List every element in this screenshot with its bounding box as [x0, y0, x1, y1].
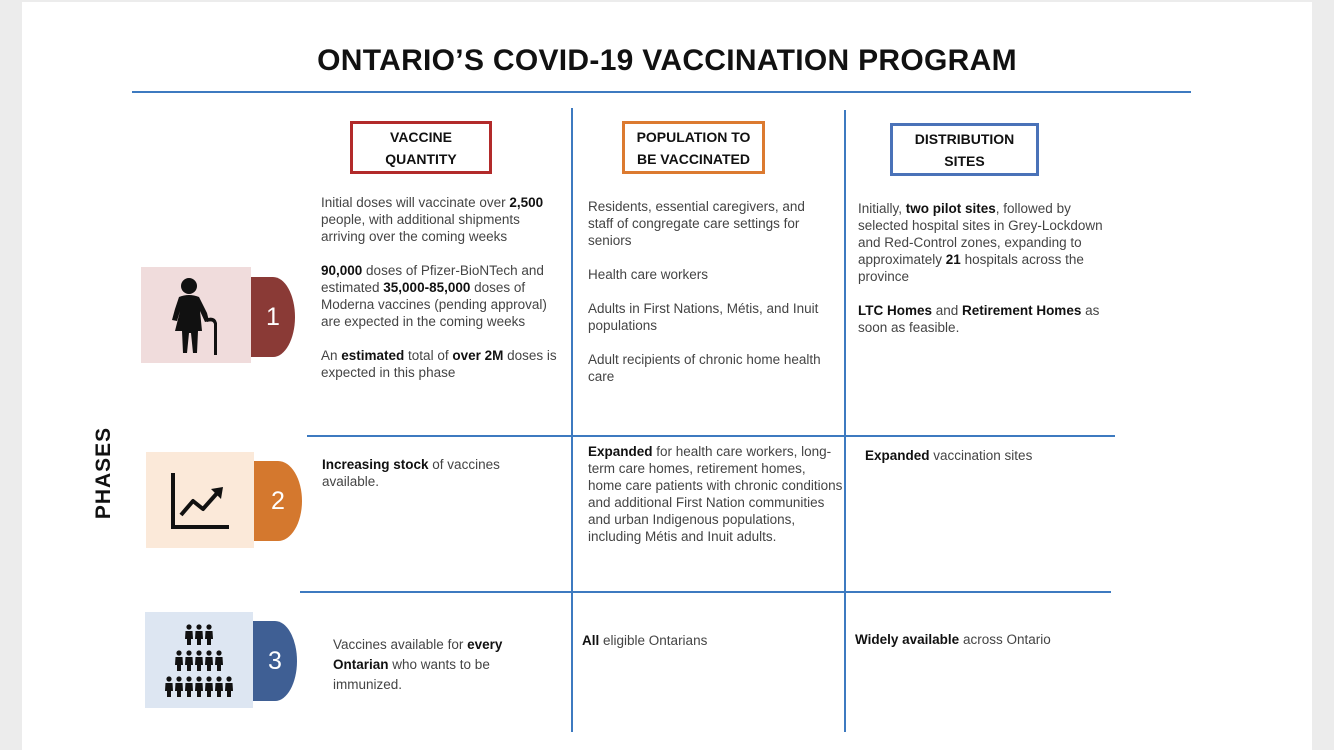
phase-3-distribution-cell — [855, 631, 1110, 648]
cell-paragraph: Expanded for health care workers, long-term care homes, retirement homes, home care patients with chronic conditions and additional First Nation communities and urban Indigenous populations, including Métis and Inuit adults. — [588, 444, 843, 544]
cell-paragraph: All eligible Ontarians — [582, 633, 708, 648]
person-figure — [185, 650, 193, 671]
cell-paragraph: Vaccines available for every Ontarian who wants to be immunized. — [333, 637, 503, 692]
person-figure — [175, 676, 183, 697]
phase-2-distribution-cell — [865, 447, 1105, 464]
phase-3-number: 3 — [268, 646, 282, 675]
growth-chart-icon — [169, 469, 231, 531]
cell-paragraph: Health care workers — [588, 267, 709, 282]
phase-1-icon-box — [141, 267, 251, 363]
column-divider-2 — [844, 110, 846, 732]
person-figure — [165, 676, 173, 697]
phase-1-number-badge — [251, 277, 295, 357]
header-population: POPULATION TO BE VACCINATED — [622, 121, 765, 174]
phase-3-vaccine-cell — [333, 635, 543, 695]
elderly-person-icon — [169, 275, 223, 355]
phase-3-number-badge — [253, 621, 297, 701]
cell-paragraph: An estimated total of over 2M doses is expected in this phase — [321, 348, 557, 380]
cell-paragraph: Increasing stock of vaccines available. — [322, 457, 500, 489]
cell-paragraph: Residents, essential caregivers, and staff of congregate care settings for seniors — [588, 199, 805, 248]
title-rule — [132, 91, 1191, 93]
phase-2-vaccine-cell — [322, 456, 542, 490]
cell-paragraph: Initial doses will vaccinate over 2,500 people, with additional shipments arriving over the coming weeks — [321, 195, 544, 244]
cell-paragraph: Adults in First Nations, Métis, and Inuit populations — [588, 301, 819, 333]
cell-paragraph: 90,000 doses of Pfizer-BioNTech and estimated 35,000-85,000 doses of Moderna vaccines (pending approval) are expected in the coming weeks — [321, 263, 547, 329]
page-title: ONTARIO’S COVID-19 VACCINATION PROGRAM — [317, 44, 1017, 77]
phase-1-distribution-cell — [858, 200, 1108, 336]
person-figure — [215, 650, 223, 671]
person-figure — [215, 676, 223, 697]
phase-3-population-cell — [582, 632, 837, 649]
person-figure — [225, 676, 233, 697]
phase-1-vaccine-cell — [321, 194, 561, 381]
phase-2-population-cell — [588, 443, 843, 545]
cell-paragraph: Initially, two pilot sites, followed by selected hospital sites in Grey-Lockdown and Red-Control zones, expanding to approximately 21 hospitals across the province — [858, 201, 1103, 284]
row-divider-2 — [300, 591, 1111, 593]
person-figure — [185, 676, 193, 697]
column-divider-1 — [571, 108, 573, 732]
person-figure — [195, 624, 203, 645]
cell-paragraph: Expanded vaccination sites — [865, 448, 1033, 463]
person-figure — [195, 676, 203, 697]
phase-2-number-badge — [254, 461, 302, 541]
phases-label: PHASES — [92, 426, 115, 520]
header-distribution-sites: DISTRIBUTION SITES — [890, 123, 1039, 176]
phase-1-number: 1 — [266, 302, 280, 331]
header-vaccine-quantity: VACCINE QUANTITY — [350, 121, 492, 174]
population-crowd-icon — [163, 620, 235, 700]
person-figure — [185, 624, 193, 645]
cell-paragraph: Widely available across Ontario — [855, 632, 1051, 647]
phase-2-icon-box — [146, 452, 254, 548]
person-figure — [175, 650, 183, 671]
cell-paragraph: LTC Homes and Retirement Homes as soon as feasible. — [858, 303, 1100, 335]
phase-3-icon-box — [145, 612, 253, 708]
person-figure — [205, 650, 213, 671]
cell-paragraph: Adult recipients of chronic home health care — [588, 352, 821, 384]
person-figure — [195, 650, 203, 671]
phase-2-number: 2 — [271, 486, 285, 515]
row-divider-1 — [307, 435, 1115, 437]
person-figure — [205, 624, 213, 645]
person-figure — [205, 676, 213, 697]
phase-1-population-cell — [588, 198, 833, 385]
